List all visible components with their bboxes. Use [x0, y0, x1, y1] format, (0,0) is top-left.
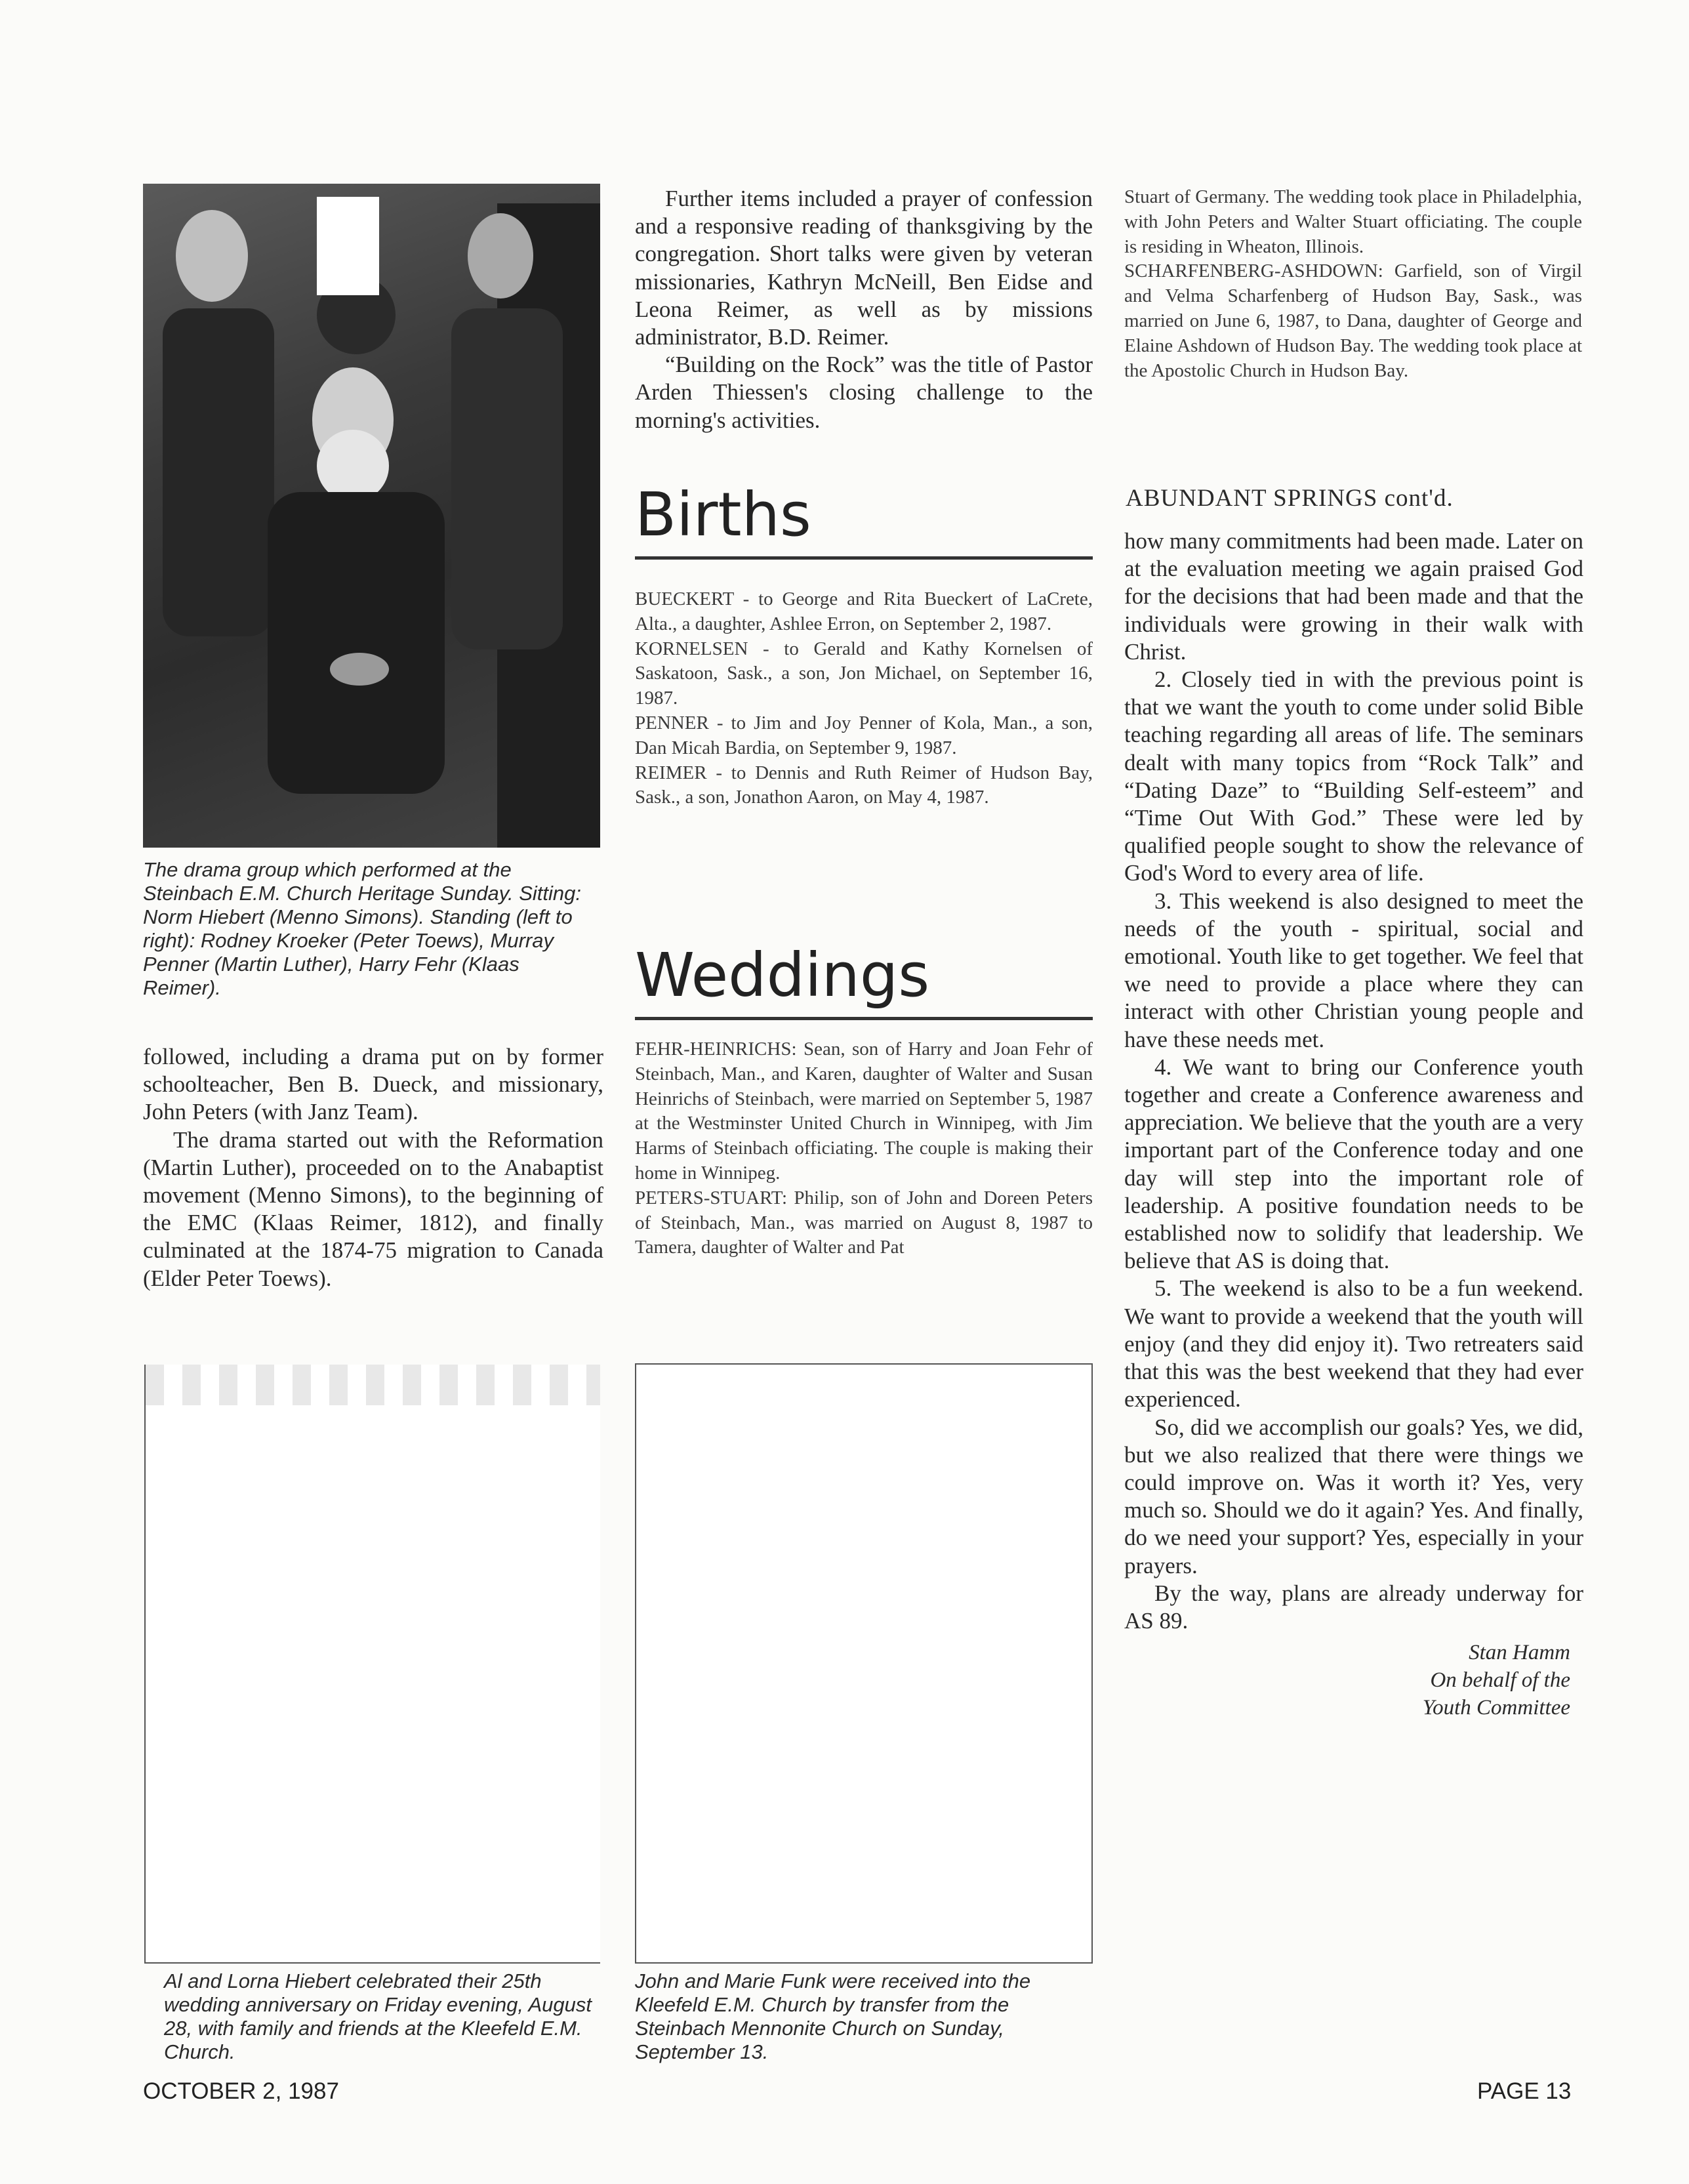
abundant-springs-paragraph: By the way, plans are already underway for AS 89. — [1124, 1580, 1583, 1634]
weddings-section — [635, 939, 1093, 1260]
drama-group-photo — [143, 184, 600, 848]
signature-name: Stan Hamm — [1469, 1641, 1570, 1665]
wedding-entry: PETERS-STUART: Philip, son of John and Doreen Peters of Steinbach, Man., was married on August 8, 1987 to Tamera, daughter of Walter and Pat — [635, 1187, 1093, 1258]
signature-line: On behalf of the — [1430, 1668, 1570, 1693]
abundant-springs-paragraph: So, did we accomplish our goals? Yes, we did, but we also realized that there were things we could improve on. Was it worth it? Yes, very much so. Should we do it again? Yes. And finally, do we need your support? Yes, especially in your prayers. — [1124, 1414, 1583, 1578]
drama-group-caption: The drama group which performed at the Steinbach E.M. Church Heritage Sunday. Sitting: Norm Hiebert (Menno Simons). Standing (left to right): Rodney Kroeker (Peter Toews), Murray Penner (Martin Luther), Harry Fehr (Klaas Reimer). — [143, 858, 581, 999]
abundant-springs-paragraph: 2. Closely tied in with the previous point is that we want the youth to come under solid Bible teaching regarding all areas of life. The seminars dealt with many topics from “Rock Talk” and “Dating Daze” to “Building Self-esteem” and “Time Out With God.” These were led by qualified people sought to show the relevance of God's Word to every area of life. — [1124, 667, 1583, 886]
service-paragraph-2: “Building on the Rock” was the title of Pastor Arden Thiessen's closing challenge to the morning's activities. — [635, 352, 1093, 433]
left-column-text — [143, 1043, 603, 1292]
wedding-entry: FEHR-HEINRICHS: Sean, son of Harry and Joan Fehr of Steinbach, Man., and Karen, daughter of Walter and Susan Heinrichs of Steinbach, were married on September 5, 1987 at the Westminster United Church in Winnipeg, with Jim Harms of Steinbach officiating. The couple is making their home in Winnipeg. — [635, 1039, 1093, 1184]
birth-entry: REIMER - to Dennis and Ruth Reimer of Hudson Bay, Sask., a son, Jonathon Aaron, on May 4, 1987. — [635, 762, 1093, 808]
births-heading: Births — [635, 480, 811, 550]
funk-transfer-caption: John and Marie Funk were received into the Kleefeld E.M. Church by transfer from the Steinbach Mennonite Church on Sunday, September 13. — [635, 1969, 1031, 2063]
abundant-springs-paragraph: 5. The weekend is also to be a fun weekend. We want to provide a weekend that the youth will enjoy (and they did enjoy it). Two retreaters said that this was the best weekend that they had ever experienced. — [1124, 1275, 1583, 1412]
drama-paragraph-2: The drama started out with the Reformation (Martin Luther), proceeded on to the Anabaptist movement (Menno Simons), to the beginning of the EMC (Klaas Reimer, 1812), and finally culminated at the 1874-75 migration to Canada (Elder Peter Toews). — [143, 1126, 603, 1291]
weddings-heading: Weddings — [635, 940, 930, 1010]
abundant-springs-paragraph: 3. This weekend is also designed to meet the needs of the youth - spiritual, social and emotional. Youth like to get together. We feel that we need to provide a place where they can interact with other Christian young people and have these needs met. — [1124, 888, 1583, 1052]
service-paragraph-1: Further items included a prayer of confession and a responsive reading of thanksgiving by the congregation. Short talks were given by veteran missionaries, Kathryn McNeill, Ben Eidse and Leona Reimer, as well as by missions administrator, B.D. Reimer. — [635, 186, 1093, 350]
abundant-springs-paragraph: how many commitments had been made. Later on at the evaluation meeting we again praised God for the decisions that had been made and that the individuals were growing in their walk with Christ. — [1124, 528, 1583, 665]
drama-group-figures — [143, 184, 600, 848]
signature-line: Youth Committee — [1422, 1696, 1570, 1720]
births-rule — [635, 556, 1093, 560]
birth-entry: BUECKERT - to George and Rita Bueckert of LaCrete, Alta., a daughter, Ashlee Erron, on September 2, 1987. — [635, 588, 1093, 634]
weddings-list — [635, 1037, 1093, 1260]
drama-paragraph-1: followed, including a drama put on by former schoolteacher, Ben B. Dueck, and missionary, John Peters (with Janz Team). — [143, 1044, 603, 1125]
births-list — [635, 587, 1093, 810]
hiebert-anniversary-caption: Al and Lorna Hiebert celebrated their 25th wedding anniversary on Friday evening, August 28, with family and friends at the Kleefeld E.M. Church. — [164, 1969, 592, 2063]
birth-entry: KORNELSEN - to Gerald and Kathy Kornelsen of Saskatoon, Sask., a son, Jon Michael, on September 16, 1987. — [635, 638, 1093, 709]
birth-entry: PENNER - to Jim and Joy Penner of Kola, Man., a son, Dan Micah Bardia, on September 9, 1987. — [635, 712, 1093, 758]
abundant-springs-text — [1124, 527, 1583, 1721]
wedding-entry: SCHARFENBERG-ASHDOWN: Garfield, son of Virgil and Velma Scharfenberg of Hudson Bay, Sask., was married on June 6, 1987, to Dana, daughter of George and Elaine Ashdown of Hudson Bay. The wedding took place at the Apostolic Church in Hudson Bay. — [1124, 260, 1582, 381]
births-section — [635, 479, 1093, 810]
hiebert-anniversary-photo — [144, 1365, 600, 1964]
signature-block — [1124, 1639, 1583, 1721]
abundant-springs-paragraph: 4. We want to bring our Conference youth together and create a Conference awareness and appreciation. We believe that the youth are a very important part of the Conference today and one day will step into the important role of leadership. A positive foundation needs to be established now to solidify that leadership. We believe that AS is doing that. — [1124, 1054, 1583, 1274]
middle-column-text — [635, 185, 1093, 434]
footer-date: OCTOBER 2, 1987 — [143, 2078, 339, 2104]
weddings-continued — [1124, 185, 1582, 383]
wedding-entry: Stuart of Germany. The wedding took place in Philadelphia, with John Peters and Walter Stuart officiating. The couple is residing in Wheaton, Illinois. — [1124, 186, 1582, 257]
abundant-springs-heading: ABUNDANT SPRINGS cont'd. — [1126, 485, 1454, 512]
footer-page-number: PAGE 13 — [1477, 2078, 1572, 2104]
weddings-rule — [635, 1017, 1093, 1020]
funk-transfer-photo — [635, 1363, 1093, 1964]
